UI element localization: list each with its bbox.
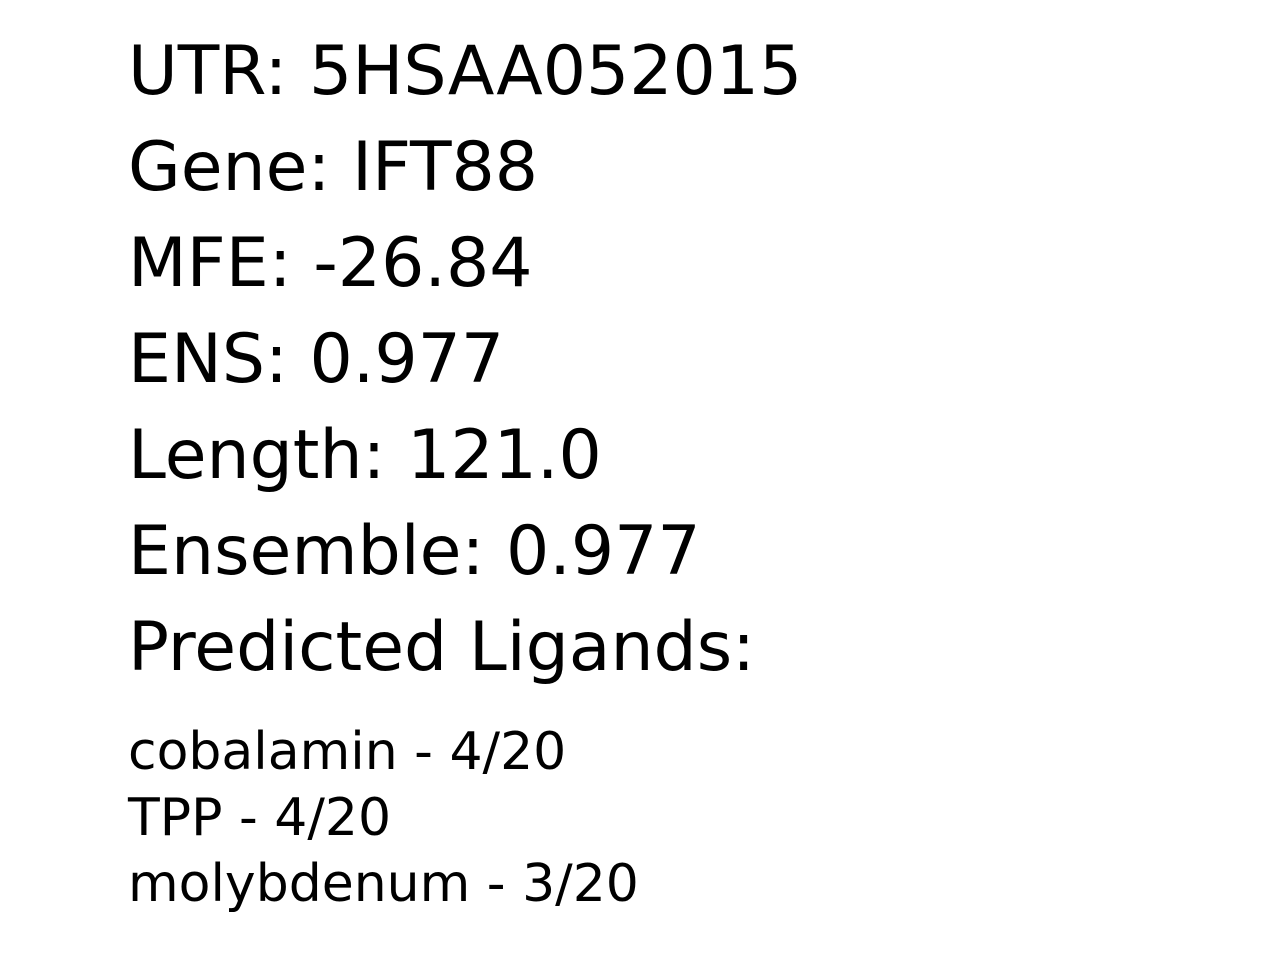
ligands-heading: Predicted Ligands: (128, 608, 756, 687)
gene-name: Gene: IFT88 (128, 128, 539, 207)
ens-value: ENS: 0.977 (128, 320, 505, 399)
ligand-item: cobalamin - 4/20 (128, 722, 567, 782)
ensemble-value: Ensemble: 0.977 (128, 512, 701, 591)
utr-id: UTR: 5HSAA052015 (128, 32, 803, 111)
mfe-value: MFE: -26.84 (128, 224, 533, 303)
length-value: Length: 121.0 (128, 416, 602, 495)
ligand-item: molybdenum - 3/20 (128, 854, 639, 914)
ligand-item: TPP - 4/20 (128, 788, 392, 848)
